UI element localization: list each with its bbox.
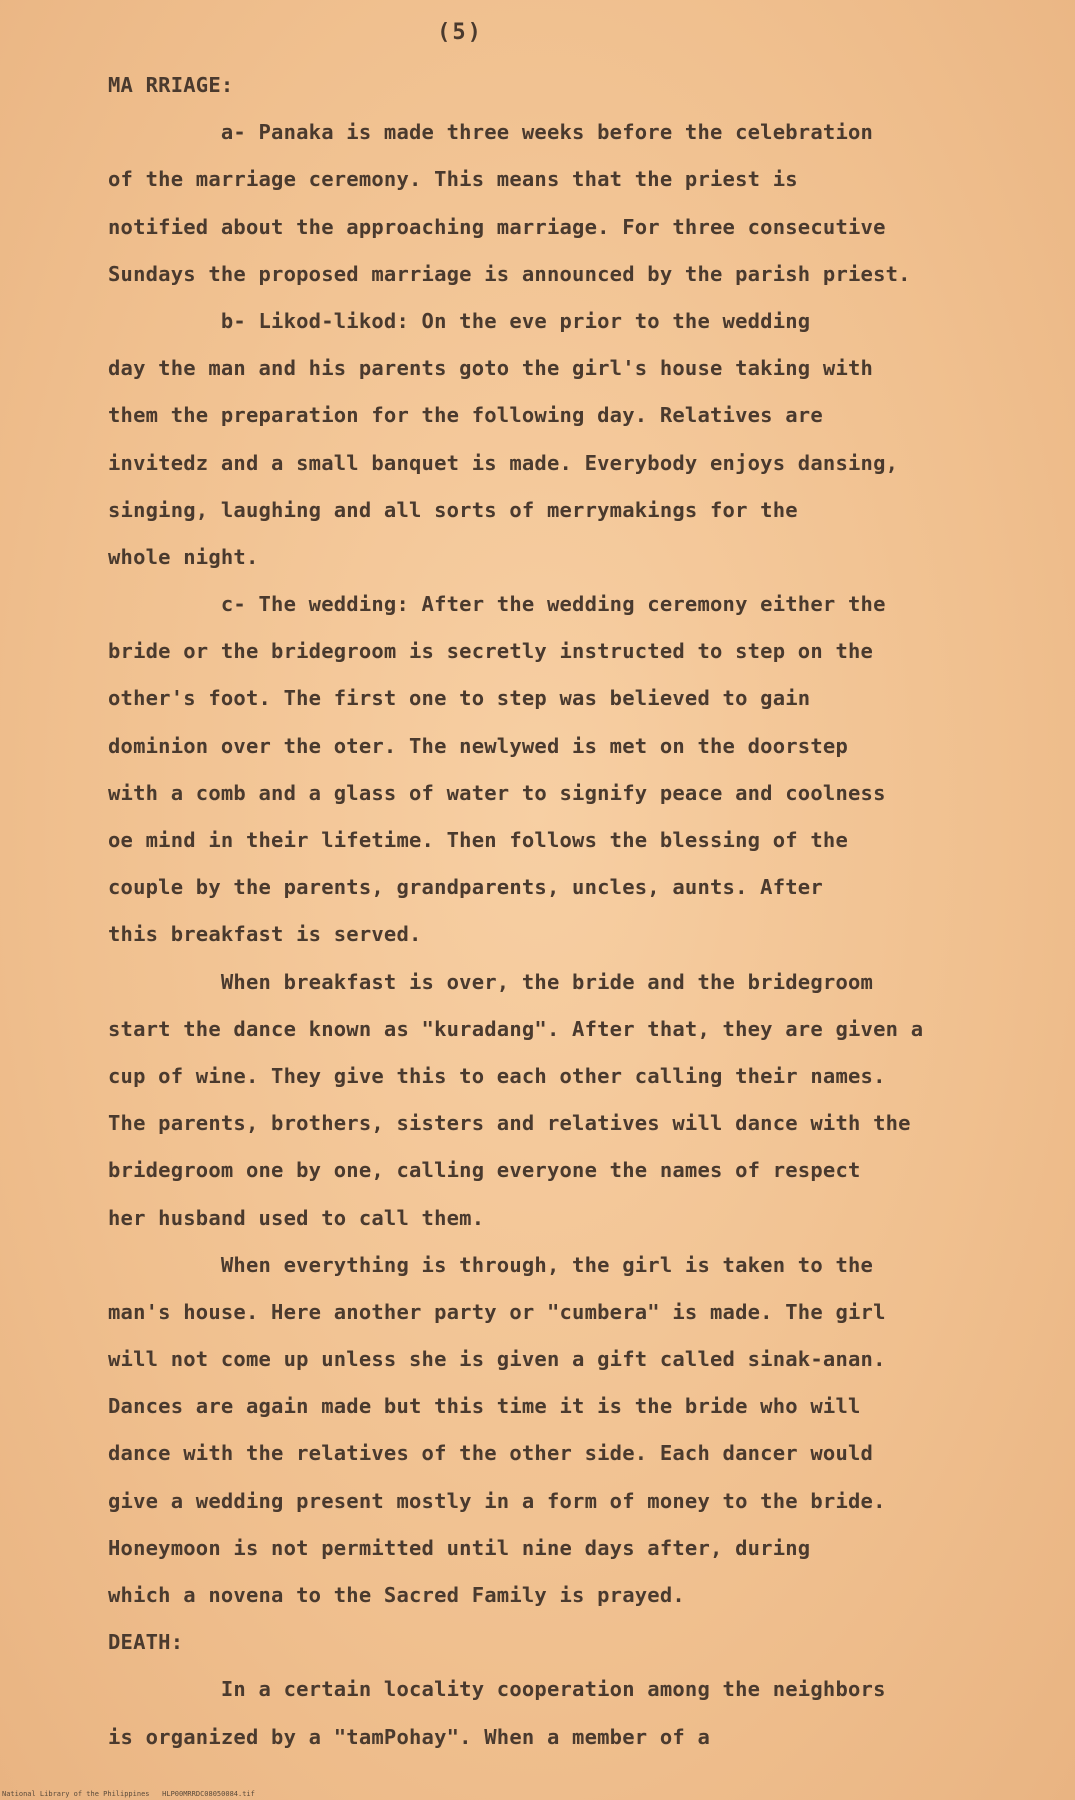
archive-footer: National Library of the Philippines HLP00MRRDC08050084.tif (2, 1790, 255, 1798)
text-line: couple by the parents, grandparents, uncles, aunts. After (108, 875, 823, 900)
text-line: b- Likod-likod: On the eve prior to the wedding (108, 308, 811, 333)
text-line: bride or the bridegroom is secretly instructed to step on the (108, 639, 874, 664)
text-line: other's foot. The first one to step was believed to gain (108, 686, 811, 711)
text-line: Sundays the proposed marriage is announced by the parish priest. (108, 261, 911, 286)
text-line: day the man and his parents goto the girl's house taking with (108, 356, 874, 381)
text-line: When breakfast is over, the bride and the bridegroom (108, 969, 874, 994)
text-line: cup of wine. They give this to each other calling their names. (108, 1063, 886, 1088)
text-line: oe mind in their lifetime. Then follows the blessing of the (108, 828, 848, 852)
text-line: In a certain locality cooperation among the neighbors (108, 1677, 886, 1702)
text-line: When everything is through, the girl is taken to the (108, 1252, 874, 1277)
text-line: start the dance known as "kuradang". After that, they are given a (108, 1016, 924, 1041)
text-line: is organized by a "tamPohay". When a member of a (108, 1724, 711, 1749)
text-line: give a wedding present mostly in a form of money to the bride. (108, 1488, 886, 1513)
text-line: will not come up unless she is given a gift called sinak-anan. (108, 1347, 886, 1372)
text-line: The parents, brothers, sisters and relatives will dance with the (108, 1111, 911, 1136)
text-line: them the preparation for the following day. Relatives are (108, 403, 823, 428)
text-line: man's house. Here another party or "cumbera" is made. The girl (108, 1299, 886, 1324)
text-line: singing, laughing and all sorts of merrymakings for the (108, 497, 798, 522)
text-line: MA RRIAGE: (108, 73, 234, 97)
document-body (108, 62, 1028, 1761)
text-line: Dances are again made but this time it is the bride who will (108, 1394, 861, 1419)
text-line: invitedz and a small banquet is made. Everybody enjoys dansing, (108, 450, 899, 475)
text-line: this breakfast is served. (108, 922, 422, 947)
text-line: Honeymoon is not permitted until nine days after, during (108, 1535, 811, 1560)
text-line: a- Panaka is made three weeks before the celebration (108, 120, 874, 145)
text-line: which a novena to the Sacred Family is prayed. (108, 1583, 685, 1607)
text-line: notified about the approaching marriage. For three consecutive (108, 214, 886, 239)
text-line: her husband used to call them. (108, 1205, 485, 1230)
text-line: whole night. (108, 544, 259, 569)
text-line: dance with the relatives of the other side. Each dancer would (108, 1441, 874, 1466)
text-line: DEATH: (108, 1630, 184, 1655)
page-number: (5) (437, 20, 483, 45)
text-line: dominion over the oter. The newlywed is met on the doorstep (108, 733, 848, 758)
text-line: of the marriage ceremony. This means that the priest is (108, 167, 798, 192)
text-line: with a comb and a glass of water to signify peace and coolness (108, 780, 886, 805)
text-line: c- The wedding: After the wedding ceremony either the (108, 592, 886, 617)
text-line: bridegroom one by one, calling everyone the names of respect (108, 1158, 861, 1183)
